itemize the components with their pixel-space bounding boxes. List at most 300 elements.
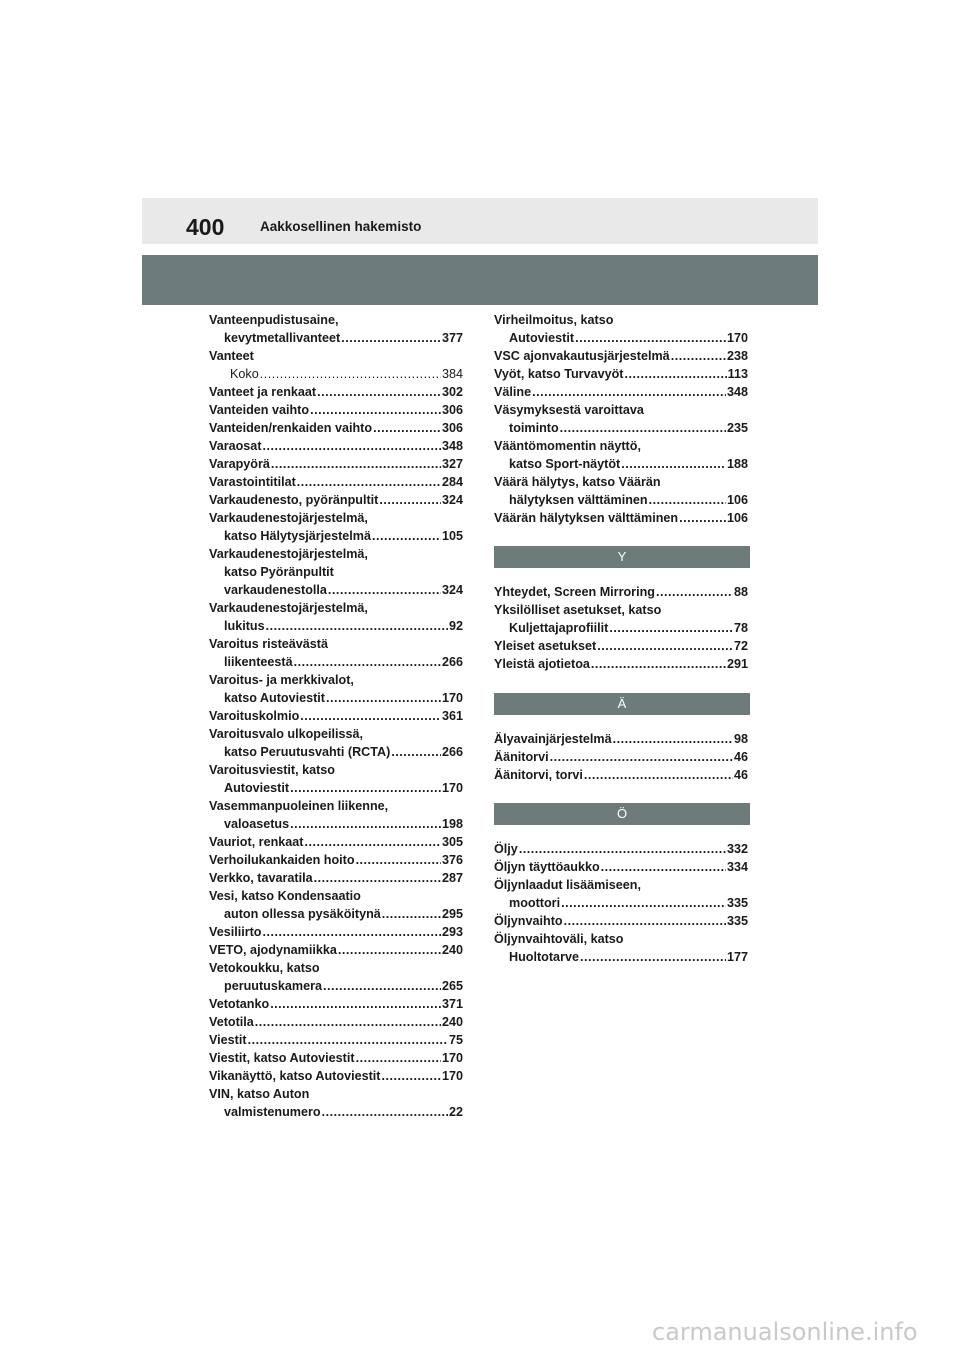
dot-leader	[314, 869, 441, 887]
index-list-y	[494, 583, 748, 673]
dot-leader	[391, 743, 441, 761]
page-reference: 295	[441, 907, 463, 921]
page-reference: 302	[441, 385, 463, 399]
dot-leader	[263, 923, 441, 941]
index-entry-line	[209, 1031, 463, 1049]
index-entry-line	[209, 563, 463, 581]
dot-leader	[379, 491, 441, 509]
dot-leader	[341, 329, 441, 347]
index-entry	[494, 365, 748, 383]
index-entry-line	[494, 365, 748, 383]
index-entry-line	[209, 815, 463, 833]
index-entry	[209, 707, 463, 725]
page-reference: 327	[441, 457, 463, 471]
index-term: valoasetus	[224, 817, 290, 831]
index-entry	[209, 869, 463, 887]
index-entry	[209, 941, 463, 959]
page-reference: 305	[441, 835, 463, 849]
index-entry-line	[494, 948, 748, 966]
index-term: Vanteet	[209, 349, 254, 363]
index-entry	[209, 545, 463, 599]
index-entry-line	[209, 671, 463, 689]
index-term: Verkko, tavaratila	[209, 871, 313, 885]
section-header-band	[142, 255, 818, 305]
page-reference: 88	[733, 585, 748, 599]
index-column-left	[209, 311, 463, 1121]
index-term: Älyavainjärjestelmä	[494, 732, 612, 746]
index-entry-line	[209, 491, 463, 509]
page-reference: 335	[726, 896, 748, 910]
index-term: toiminto	[509, 421, 559, 435]
index-entry	[209, 455, 463, 473]
index-entry-line	[209, 419, 463, 437]
index-entry-line	[209, 797, 463, 815]
index-entry-line	[494, 766, 748, 784]
index-entry-line	[209, 509, 463, 527]
index-term: Verhoilukankaiden hoito	[209, 853, 355, 867]
dot-leader	[624, 365, 726, 383]
dot-leader	[381, 1067, 441, 1085]
index-term: liikenteestä	[224, 655, 293, 669]
index-entry-line	[494, 311, 748, 329]
index-term: Väärän hälytyksen välttäminen	[494, 511, 679, 525]
dot-leader	[305, 833, 441, 851]
index-entry-line	[209, 887, 463, 905]
dot-leader	[294, 653, 441, 671]
index-term: valmistenumero	[224, 1105, 321, 1119]
index-entry-line	[494, 912, 748, 930]
dot-leader	[328, 581, 441, 599]
dot-leader	[649, 491, 726, 509]
page-reference: 240	[441, 1015, 463, 1029]
page-reference: 72	[733, 639, 748, 653]
index-term: Varkaudenestojärjestelmä,	[209, 601, 368, 615]
index-entry	[209, 1067, 463, 1085]
dot-leader	[290, 779, 441, 797]
page-reference: 291	[726, 657, 748, 671]
index-term: katso Autoviestit	[224, 691, 326, 705]
index-entry-line	[494, 858, 748, 876]
dot-leader	[532, 383, 726, 401]
index-entry	[494, 437, 748, 473]
page-reference: 306	[441, 403, 463, 417]
index-entry	[209, 419, 463, 437]
index-entry	[494, 930, 748, 966]
page-reference: 46	[733, 750, 748, 764]
index-entry	[494, 311, 748, 347]
page-reference: 46	[733, 768, 748, 782]
page-reference: 287	[441, 871, 463, 885]
index-term: Varoitus- ja merkkivalot,	[209, 673, 354, 687]
index-term: Vetokoukku, katso	[209, 961, 320, 975]
dot-leader	[613, 730, 733, 748]
index-entry	[494, 876, 748, 912]
page-reference: 92	[448, 619, 463, 633]
index-term: Yhteydet, Screen Mirroring	[494, 585, 655, 599]
section-divider-y: Y	[494, 546, 750, 568]
index-term: hälytyksen välttäminen	[509, 493, 648, 507]
index-entry-line	[494, 637, 748, 655]
dot-leader	[671, 347, 726, 365]
page-reference: 78	[733, 621, 748, 635]
index-entry	[209, 761, 463, 797]
page-reference: 371	[441, 997, 463, 1011]
index-entry	[494, 509, 748, 527]
page-reference: 98	[733, 732, 748, 746]
index-entry	[209, 1085, 463, 1121]
index-term: Kuljettajaprofiilit	[509, 621, 609, 635]
index-term: VSC ajonvakautusjärjestelmä	[494, 349, 670, 363]
page-reference: 170	[441, 1069, 463, 1083]
index-term: Vesiliirto	[209, 925, 262, 939]
page-reference: 177	[726, 950, 748, 964]
index-entry	[209, 1013, 463, 1031]
dot-leader	[372, 527, 441, 545]
index-entry-line	[209, 779, 463, 797]
index-entry	[209, 599, 463, 635]
dot-leader	[266, 617, 448, 635]
index-entry-line	[209, 527, 463, 545]
dot-leader	[601, 858, 726, 876]
dot-leader	[255, 1013, 441, 1031]
index-entry	[494, 637, 748, 655]
index-term: Vauriot, renkaat	[209, 835, 304, 849]
page-reference: 235	[726, 421, 748, 435]
index-term: Vanteet ja renkaat	[209, 385, 317, 399]
index-term: lukitus	[224, 619, 265, 633]
page-reference: 170	[726, 331, 748, 345]
page-reference: 332	[726, 842, 748, 856]
watermark-text: carmanualsonline.info	[652, 1318, 918, 1346]
index-term: Varkaudenesto, pyöränpultit	[209, 493, 379, 507]
index-entry	[494, 601, 748, 637]
index-term: Väsymyksestä varoittava	[494, 403, 644, 417]
page-reference: 240	[441, 943, 463, 957]
index-entry-line	[209, 329, 463, 347]
index-entry-line	[494, 509, 748, 527]
page-reference: 361	[441, 709, 463, 723]
index-term: Varoitusvalo ulkopeilissä,	[209, 727, 363, 741]
page-reference: 105	[441, 529, 463, 543]
page-reference: 113	[727, 367, 748, 381]
index-entry	[494, 401, 748, 437]
index-entry-line	[494, 383, 748, 401]
index-entry-line	[209, 869, 463, 887]
index-entry-line	[209, 365, 463, 383]
index-list-v-left	[209, 311, 463, 1121]
dot-leader	[609, 619, 733, 637]
index-term: Huoltotarve	[509, 950, 579, 964]
page-reference: 170	[441, 691, 463, 705]
index-entry-line	[209, 833, 463, 851]
index-entry	[494, 383, 748, 401]
page-reference: 106	[726, 493, 748, 507]
index-term: Vikanäyttö, katso Autoviestit	[209, 1069, 381, 1083]
dot-leader	[260, 365, 441, 383]
index-entry	[209, 473, 463, 491]
index-entry-line	[494, 840, 748, 858]
dot-leader	[373, 419, 441, 437]
index-term: katso Pyöränpultit	[224, 565, 334, 579]
index-term: Autoviestit	[509, 331, 575, 345]
page-reference: 266	[441, 745, 463, 759]
dot-leader	[561, 894, 726, 912]
index-term: Varastointitilat	[209, 475, 296, 489]
index-list-ae	[494, 730, 748, 784]
index-entry	[494, 766, 748, 784]
index-entry-line	[494, 730, 748, 748]
page-reference: 348	[726, 385, 748, 399]
index-entry-line	[494, 401, 748, 419]
page-reference: 170	[441, 781, 463, 795]
index-entry	[209, 635, 463, 671]
index-entry-line	[494, 930, 748, 948]
dot-leader	[297, 473, 441, 491]
index-entry-line	[494, 894, 748, 912]
index-entry-line	[209, 401, 463, 419]
page-reference: 377	[441, 331, 463, 345]
index-term: Väline	[494, 385, 532, 399]
index-term: Varkaudenestojärjestelmä,	[209, 547, 368, 561]
page-reference: 266	[441, 655, 463, 669]
index-term: Öljynlaadut lisäämiseen,	[494, 878, 641, 892]
page-number: 400	[186, 214, 225, 240]
index-entry-line	[209, 761, 463, 779]
index-term: Öljy	[494, 842, 518, 856]
index-entry	[209, 923, 463, 941]
index-entry-line	[494, 473, 748, 491]
index-term: Autoviestit	[224, 781, 290, 795]
index-column-right	[494, 311, 748, 966]
index-entry-line	[209, 905, 463, 923]
index-term: auton ollessa pysäköitynä	[224, 907, 381, 921]
page-reference: 334	[726, 860, 748, 874]
section-divider-oe: Ö	[494, 803, 750, 825]
index-entry	[209, 1049, 463, 1067]
index-term: Varoituskolmio	[209, 709, 300, 723]
index-entry	[209, 851, 463, 869]
index-entry	[209, 311, 463, 347]
index-entry	[209, 491, 463, 509]
index-entry-line	[209, 941, 463, 959]
page-reference: 238	[726, 349, 748, 363]
section-divider-ae: Ä	[494, 693, 750, 715]
index-entry	[494, 583, 748, 601]
page-reference: 293	[441, 925, 463, 939]
index-entry-line	[209, 455, 463, 473]
index-entry-line	[209, 545, 463, 563]
index-entry-line	[209, 581, 463, 599]
index-term: Vanteiden/renkaiden vaihto	[209, 421, 373, 435]
index-entry-line	[494, 329, 748, 347]
index-entry-line	[209, 437, 463, 455]
index-entry-line	[494, 583, 748, 601]
index-term: Virheilmoitus, katso	[494, 313, 614, 327]
header-band	[142, 198, 818, 244]
index-entry	[209, 887, 463, 923]
index-term: Yleistä ajotietoa	[494, 657, 590, 671]
index-term: VIN, katso Auton	[209, 1087, 310, 1101]
index-entry	[209, 509, 463, 545]
index-entry-line	[209, 1103, 463, 1121]
index-term: katso Sport-näytöt	[509, 457, 621, 471]
index-entry-line	[494, 876, 748, 894]
index-entry	[209, 671, 463, 707]
index-entry	[494, 912, 748, 930]
index-entry	[209, 959, 463, 995]
index-term: Vyöt, katso Turvavyöt	[494, 367, 624, 381]
index-entry-line	[209, 635, 463, 653]
dot-leader	[326, 689, 441, 707]
index-term: kevytmetallivanteet	[224, 331, 341, 345]
index-term: katso Peruutusvahti (RCTA)	[224, 745, 391, 759]
index-entry	[209, 725, 463, 761]
page-reference: 376	[441, 853, 463, 867]
index-entry	[209, 401, 463, 419]
page-reference: 324	[441, 493, 463, 507]
dot-leader	[679, 509, 726, 527]
index-list-v-right	[494, 311, 748, 527]
index-entry-line	[494, 655, 748, 673]
dot-leader	[575, 329, 726, 347]
index-entry-line	[494, 347, 748, 365]
dot-leader	[338, 941, 441, 959]
index-entry	[209, 833, 463, 851]
index-term: Vesi, katso Kondensaatio	[209, 889, 361, 903]
page-reference: 384	[441, 367, 463, 381]
index-term: Öljynvaihto	[494, 914, 563, 928]
index-term: Äänitorvi	[494, 750, 549, 764]
index-entry-line	[209, 1067, 463, 1085]
dot-leader	[356, 1049, 441, 1067]
index-entry-line	[494, 748, 748, 766]
index-entry-line	[209, 743, 463, 761]
dot-leader	[656, 583, 733, 601]
page-reference: 198	[441, 817, 463, 831]
index-term: Vääntömomentin näyttö,	[494, 439, 641, 453]
index-entry	[494, 473, 748, 509]
dot-leader	[323, 977, 441, 995]
dot-leader	[290, 815, 441, 833]
page-reference: 306	[441, 421, 463, 435]
page-reference: 106	[726, 511, 748, 525]
index-entry-line	[494, 455, 748, 473]
index-entry-line	[494, 619, 748, 637]
dot-leader	[564, 912, 726, 930]
index-term: Varaosat	[209, 439, 262, 453]
page-reference: 265	[441, 979, 463, 993]
index-entry-line	[209, 383, 463, 401]
index-term: katso Hälytysjärjestelmä	[224, 529, 372, 543]
page-reference: 324	[441, 583, 463, 597]
index-term: Varoitusviestit, katso	[209, 763, 335, 777]
index-entry	[209, 995, 463, 1013]
index-entry-line	[209, 851, 463, 869]
dot-leader	[263, 437, 441, 455]
dot-leader	[584, 766, 733, 784]
index-entry	[209, 347, 463, 383]
page-title: Aakkosellinen hakemisto	[260, 219, 422, 234]
index-entry	[494, 655, 748, 673]
index-term: Öljynvaihtoväli, katso	[494, 932, 624, 946]
index-term: Yleiset asetukset	[494, 639, 597, 653]
index-entry-line	[209, 653, 463, 671]
index-entry-line	[209, 347, 463, 365]
index-term: Viestit, katso Autoviestit	[209, 1051, 355, 1065]
dot-leader	[270, 995, 441, 1013]
index-term: Vanteiden vaihto	[209, 403, 310, 417]
index-entry-line	[494, 437, 748, 455]
index-entry	[209, 1031, 463, 1049]
index-term: Viestit	[209, 1033, 247, 1047]
page-reference: 75	[448, 1033, 463, 1047]
index-list-oe	[494, 840, 748, 966]
index-entry	[494, 748, 748, 766]
index-term: peruutuskamera	[224, 979, 322, 993]
dot-leader	[271, 455, 441, 473]
index-entry-line	[209, 1049, 463, 1067]
index-entry-line	[209, 599, 463, 617]
index-term: Varkaudenestojärjestelmä,	[209, 511, 368, 525]
dot-leader	[382, 905, 441, 923]
page-reference: 348	[441, 439, 463, 453]
index-entry-line	[494, 491, 748, 509]
index-entry	[494, 347, 748, 365]
dot-leader	[356, 851, 441, 869]
index-entry-line	[494, 419, 748, 437]
dot-leader	[621, 455, 726, 473]
index-entry-line	[209, 689, 463, 707]
index-entry	[209, 797, 463, 833]
index-entry-line	[209, 311, 463, 329]
dot-leader	[300, 707, 441, 725]
index-term: Väärä hälytys, katso Väärän	[494, 475, 661, 489]
index-entry	[209, 437, 463, 455]
index-entry-line	[209, 977, 463, 995]
dot-leader	[248, 1031, 448, 1049]
dot-leader	[550, 748, 733, 766]
index-term: Vasemmanpuoleinen liikenne,	[209, 799, 389, 813]
index-entry	[494, 840, 748, 858]
index-term: Vetotanko	[209, 997, 270, 1011]
dot-leader	[580, 948, 726, 966]
dot-leader	[317, 383, 441, 401]
index-entry-line	[209, 1085, 463, 1103]
dot-leader	[322, 1103, 448, 1121]
index-entry-line	[209, 707, 463, 725]
index-term: Yksilölliset asetukset, katso	[494, 603, 662, 617]
index-entry-line	[209, 959, 463, 977]
index-entry	[209, 383, 463, 401]
index-term: Varoitus risteävästä	[209, 637, 329, 651]
index-term: Vetotila	[209, 1015, 254, 1029]
page-reference: 170	[441, 1051, 463, 1065]
dot-leader	[560, 419, 726, 437]
index-term: Öljyn täyttöaukko	[494, 860, 600, 874]
page-reference: 22	[448, 1105, 463, 1119]
index-entry	[494, 858, 748, 876]
index-entry-line	[209, 1013, 463, 1031]
dot-leader	[591, 655, 726, 673]
page-reference: 284	[441, 475, 463, 489]
index-entry-line	[209, 473, 463, 491]
index-entry-line	[209, 995, 463, 1013]
index-term: Vanteenpudistusaine,	[209, 313, 339, 327]
index-entry-line	[209, 725, 463, 743]
dot-leader	[310, 401, 441, 419]
page-reference: 335	[726, 914, 748, 928]
page-reference: 188	[726, 457, 748, 471]
